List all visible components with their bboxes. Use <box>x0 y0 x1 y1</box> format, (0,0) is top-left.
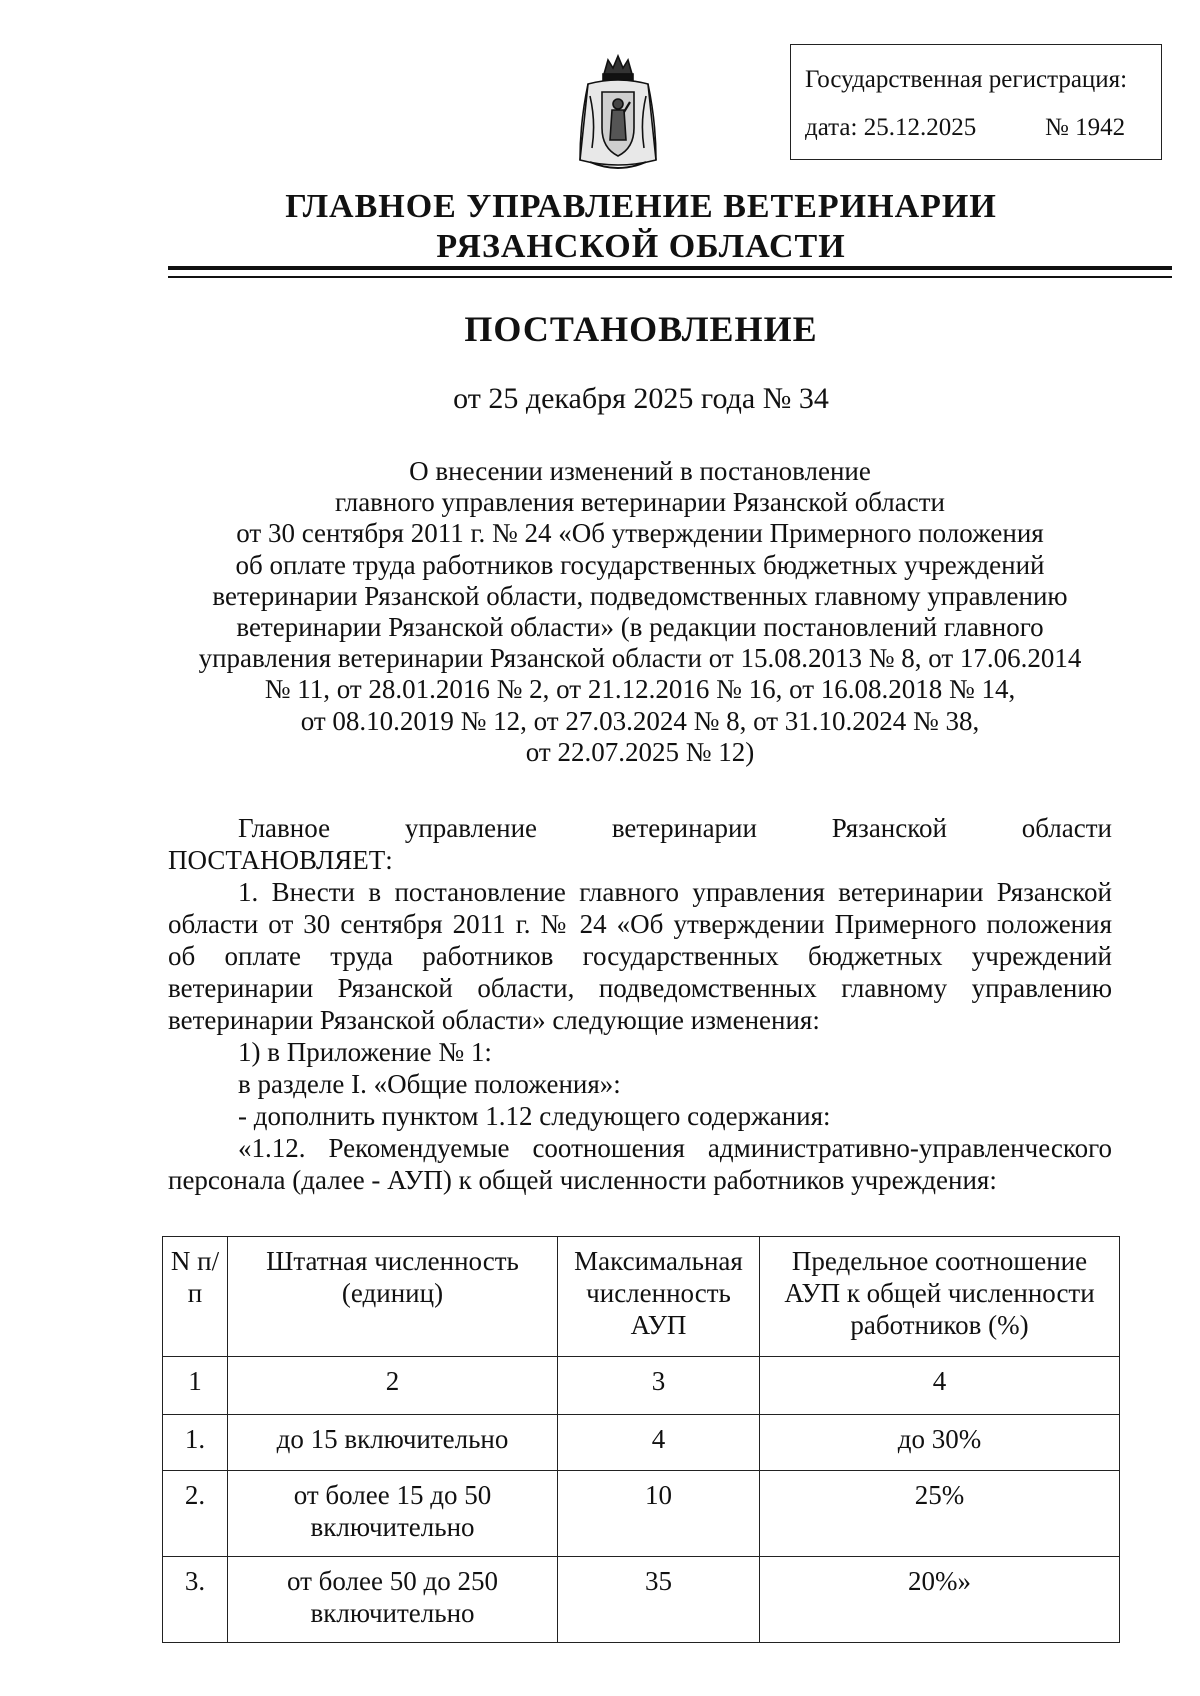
document-subject <box>168 456 1112 768</box>
table-cell: 1. <box>163 1415 228 1471</box>
subject-line: № 11, от 28.01.2016 № 2, от 21.12.2016 № 16, от 16.08.2018 № 14, <box>264 674 1016 705</box>
clause-112-line: «1.12. Рекомендуемые соотношения административно-управленческого <box>238 1133 1112 1163</box>
subject-line: главного управления ветеринарии Рязанской области <box>335 487 945 518</box>
document-body <box>168 812 1112 1196</box>
clause-1-line: ветеринарии Рязанской области, подведомственных главному управлению <box>168 973 1112 1003</box>
table-cell: от более 15 до 50 включительно <box>228 1471 558 1557</box>
item-1: 1) в Приложение № 1: <box>238 1037 492 1067</box>
agency-line-1: ГЛАВНОЕ УПРАВЛЕНИЕ ВЕТЕРИНАРИИ <box>285 188 997 225</box>
subject-line: ветеринарии Рязанской области, подведомственных главному управлению <box>212 580 1068 611</box>
aup-ratio-table <box>162 1236 1120 1643</box>
registration-date: дата: 25.12.2025 <box>805 114 977 141</box>
table-cell: от более 50 до 250 включительно <box>228 1557 558 1643</box>
table-row <box>163 1415 1120 1471</box>
document-type: ПОСТАНОВЛЕНИЕ <box>464 309 818 349</box>
add-clause: - дополнить пунктом 1.12 следующего содержания: <box>238 1101 831 1131</box>
header-cell-max-aup: Максимальная численность АУП <box>558 1237 760 1357</box>
header-rule-thin <box>168 276 1172 278</box>
subject-line: от 08.10.2019 № 12, от 27.03.2024 № 8, от 31.10.2024 № 38, <box>300 705 980 736</box>
table-cell: 20%» <box>760 1557 1120 1643</box>
table-cell: 10 <box>558 1471 760 1557</box>
numbering-cell: 2 <box>228 1357 558 1415</box>
subject-line: от 22.07.2025 № 12) <box>525 736 755 767</box>
agency-header <box>0 187 1200 267</box>
coat-of-arms-emblem <box>576 52 660 178</box>
numbering-cell: 3 <box>558 1357 760 1415</box>
subject-line: ветеринарии Рязанской области» (в редакции постановлений главного <box>236 612 1044 643</box>
header-cell-number: N п/п <box>163 1237 228 1357</box>
clause-1-line: 1. Внести в постановление главного управления ветеринарии Рязанской <box>238 877 1112 907</box>
header-cell-ratio: Предельное соотношение АУП к общей численности работников (%) <box>760 1237 1120 1357</box>
section-ref: в разделе I. «Общие положения»: <box>238 1069 621 1099</box>
subject-line: об оплате труда работников государственных бюджетных учреждений <box>235 549 1045 580</box>
table-cell: 3. <box>163 1557 228 1643</box>
header-cell-staff: Штатная численность (единиц) <box>228 1237 558 1357</box>
clause-1-line: об оплате труда работников государственных бюджетных учреждений <box>168 941 1112 971</box>
clause-1-line: ветеринарии Рязанской области» следующие изменения: <box>168 1005 820 1035</box>
registration-title: Государственная регистрация: <box>805 66 1128 93</box>
numbering-cell: 1 <box>163 1357 228 1415</box>
table-cell: 2. <box>163 1471 228 1557</box>
preamble-decree: ПОСТАНОВЛЯЕТ: <box>168 845 393 875</box>
preamble-line: Главное управление ветеринарии Рязанской области <box>238 813 1112 843</box>
subject-line: О внесении изменений в постановление <box>409 456 871 486</box>
numbering-cell: 4 <box>760 1357 1120 1415</box>
clause-1-line: области от 30 сентября 2011 г. № 24 «Об утверждении Примерного положения <box>168 909 1112 939</box>
agency-line-2: РЯЗАНСКОЙ ОБЛАСТИ <box>436 228 846 265</box>
table-cell: 25% <box>760 1471 1120 1557</box>
registration-box <box>790 44 1162 160</box>
document-date-number: от 25 декабря 2025 года № 34 <box>453 382 829 415</box>
table-cell: до 15 включительно <box>228 1415 558 1471</box>
table-row <box>163 1471 1120 1557</box>
table-header-row <box>163 1237 1120 1357</box>
table-cell: 35 <box>558 1557 760 1643</box>
table-cell: 4 <box>558 1415 760 1471</box>
clause-112-line: персонала (далее - АУП) к общей численности работников учреждения: <box>168 1165 997 1195</box>
table-numbering-row <box>163 1357 1120 1415</box>
subject-line: управления ветеринарии Рязанской области от 15.08.2013 № 8, от 17.06.2014 <box>198 643 1082 674</box>
table-row <box>163 1557 1120 1643</box>
table-cell: до 30% <box>760 1415 1120 1471</box>
subject-line: от 30 сентября 2011 г. № 24 «Об утверждении Примерного положения <box>236 518 1044 549</box>
header-rule-thick <box>168 266 1172 270</box>
registration-number: № 1942 <box>1045 114 1126 141</box>
